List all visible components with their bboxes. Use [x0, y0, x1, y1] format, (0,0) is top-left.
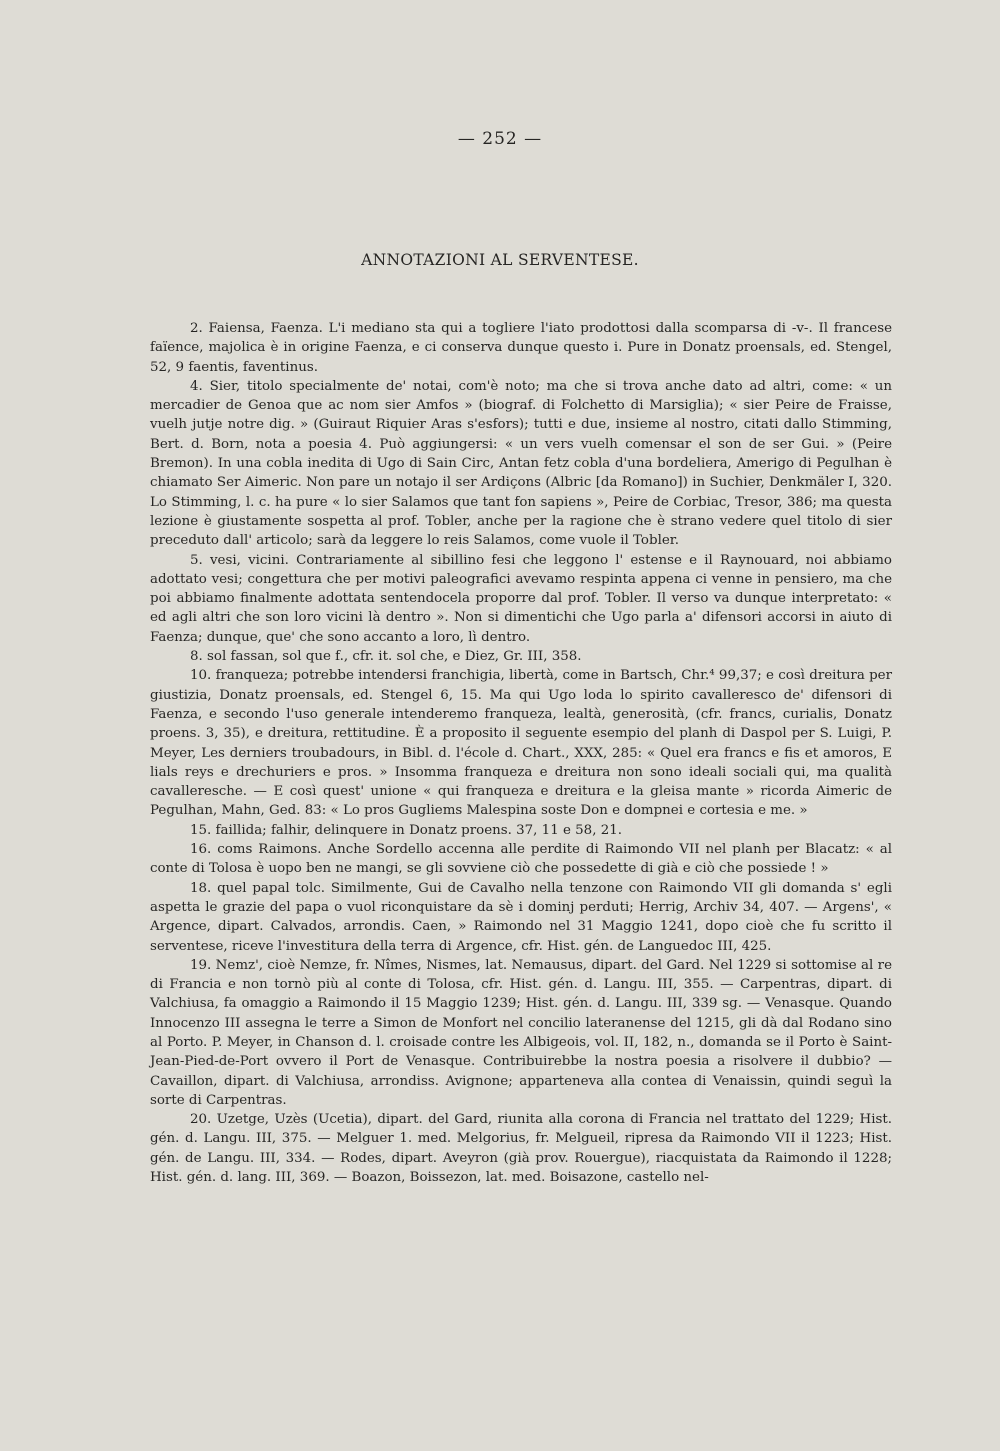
- note-5: 5. vesi, vicini. Contrariamente al sibillino fesi che leggono l' estense e il Raynouard, noi abbiamo adottato vesi; congettura che per motivi paleografici avevamo respinta appena ci venne in pensiero, ma che poi abbiamo finalmente adottata sentendocela proporre dal prof. Tobler. Il verso va dunque interpretato: « ed agli altri che son loro vicini là dentro ». Non si dimentichi che Ugo parla a' difensori accorsi in aiuto di Faenza; dunque, que' che sono accanto a loro, lì dentro.: [150, 552, 892, 645]
- note-18: 18. quel papal tolc. Similmente, Gui de Cavalho nella tenzone con Raimondo VII gli domanda s' egli aspetta le grazie del papa o vuol riconquistare da sè i dominj perduti; Herrig, Archiv 34, 407. — Argens', « Argence, dipart. Calvados, arrondis. Caen, » Raimondo nel 31 Maggio 1241, dopo cioè che fu scritto il serventese, riceve l'investitura della terra di Argence, cfr. Hist. gén. de Languedoc III, 425.: [150, 880, 892, 954]
- note-20: 20. Uzetge, Uzès (Ucetia), dipart. del Gard, riunita alla corona di Francia nel trattato del 1229; Hist. gén. d. Langu. III, 375. — Melguer 1. med. Melgorius, fr. Melgueil, ripresa da Raimondo VII il 1223; Hist. gén. de Langu. III, 334. — Rodes, dipart. Aveyron (già prov. Rouergue), riacquistata da Raimondo il 1228; Hist. gén. d. lang. III, 369. — Boazon, Boissezon, lat. med. Boisazone, castello nel-: [150, 1112, 892, 1186]
- page-number: — 252 —: [457, 129, 543, 149]
- note-8: 8. sol fassan, sol que f., cfr. it. sol che, e Diez, Gr. III, 358.: [190, 649, 582, 665]
- note-19: 19. Nemz', cioè Nemze, fr. Nîmes, Nismes, lat. Nemausus, dipart. del Gard. Nel 1229 si sottomise al re di Francia e non tornò più al conte di Tolosa, cfr. Hist. gén. d. Langu. III, 355. — Carpentras, dipart. di Valchiusa, fa omaggio a Raimondo il 15 Maggio 1239; Hist. gén. d. Langu. III, 339 sg. — Venasque. Quando Innocenzo III assegna le terre a Simon de Monfort nel concilio lateranense del 1215, gli dà dal Rodano sino al Porto. P. Meyer, in Chanson d. l. croisade contre les Albigeois, vol. II, 182, n., domanda se il Porto è Saint-Jean-Pied-de-Port ovvero il Port de Venasque. Contribuirebbe la nostra poesia a risolvere il dubbio? — Cavaillon, dipart. di Valchiusa, arrondiss. Avignone; apparteneva alla contea di Venaissin, quindi seguì la sorte di Carpentras.: [150, 957, 892, 1108]
- note-2: 2. Faiensa, Faenza. L'i mediano sta qui a togliere l'iato prodottosi dalla scomparsa di -v-. Il francese faïence, majolica è in origine Faenza, e ci conserva dunque questo i. Pure in Donatz proensals, ed. Stengel, 52, 9 faentis, faventinus.: [150, 321, 892, 375]
- note-15: 15. faillida; falhir, delinquere in Donatz proens. 37, 11 e 58, 21.: [190, 822, 623, 838]
- note-4: 4. Sier, titolo specialmente de' notai, com'è noto; ma che si trova anche dato ad altri, come: « un mercadier de Genoa que ac nom sier Amfos » (biograf. di Folchetto di Marsiglia); « sier Peire de Fraisse, vuelh jutje notre dig. » (Guiraut Riquier Aras s'esfors); tutti e due, insieme al nostro, citati dallo Stimming, Bert. d. Born, nota a poesia 4. Può aggiungersi: « un vers vuelh comensar el son de ser Gui. » (Peire Bremon). In una cobla inedita di Ugo di Sain Circ, Antan fetz cobla d'una bordeliera, Amerigo di Pegulhan è chiamato Ser Aimeric. Non pare un notajo il ser Ardiçons (Albric [da Romano]) in Suchier, Denkmäler I, 320. Lo Stimming, l. c. ha pure « lo sier Salamos que tant fon sapiens », Peire de Corbiac, Tresor, 386; ma questa lezione è giustamente sospetta al prof. Tobler, anche per la ragione che è strano vedere quel titolo di sier preceduto dall' articolo; sarà da leggere lo reis Salamos, come vuole il Tobler.: [150, 378, 892, 549]
- note-10: 10. franqueza; potrebbe intendersi franchigia, libertà, come in Bartsch, Chr.⁴ 99,37; e così dreitura per giustizia, Donatz proensals, ed. Stengel 6, 15. Ma qui Ugo loda lo spirito cavalleresco de' difensori di Faenza, e secondo l'uso generale intenderemo franqueza, lealtà, generosità, (cfr. francs, curialis, Donatz proens. 3, 35), e dreitura, rettitudine. È a proposito il seguente esempio del planh di Daspol per S. Luigi, P. Meyer, Les derniers troubadours, in Bibl. d. l'école d. Chart., XXX, 285: « Quel era francs e fis et amoros, E lials reys e drechuriers e pros. » Insomma franqueza e dreitura non sono ideali sociali qui, ma qualità cavalleresche. — E così quest' unione « qui franqueza e dreitura e la gleisa mante » ricorda Aimeric de Pegulhan, Mahn, Ged. 83: « Lo pros Gugliems Malespina soste Don e dompnei e cortesia e me. »: [150, 668, 892, 819]
- annotations-body: [150, 319, 892, 1187]
- note-16: 16. coms Raimons. Anche Sordello accenna alle perdite di Raimondo VII nel planh per Blacatz: « al conte di Tolosa è uopo ben ne mangi, se gli sovviene ciò che possedette di già e ciò che possiede ! »: [150, 842, 892, 877]
- section-heading: ANNOTAZIONI AL SERVENTESE.: [361, 251, 639, 269]
